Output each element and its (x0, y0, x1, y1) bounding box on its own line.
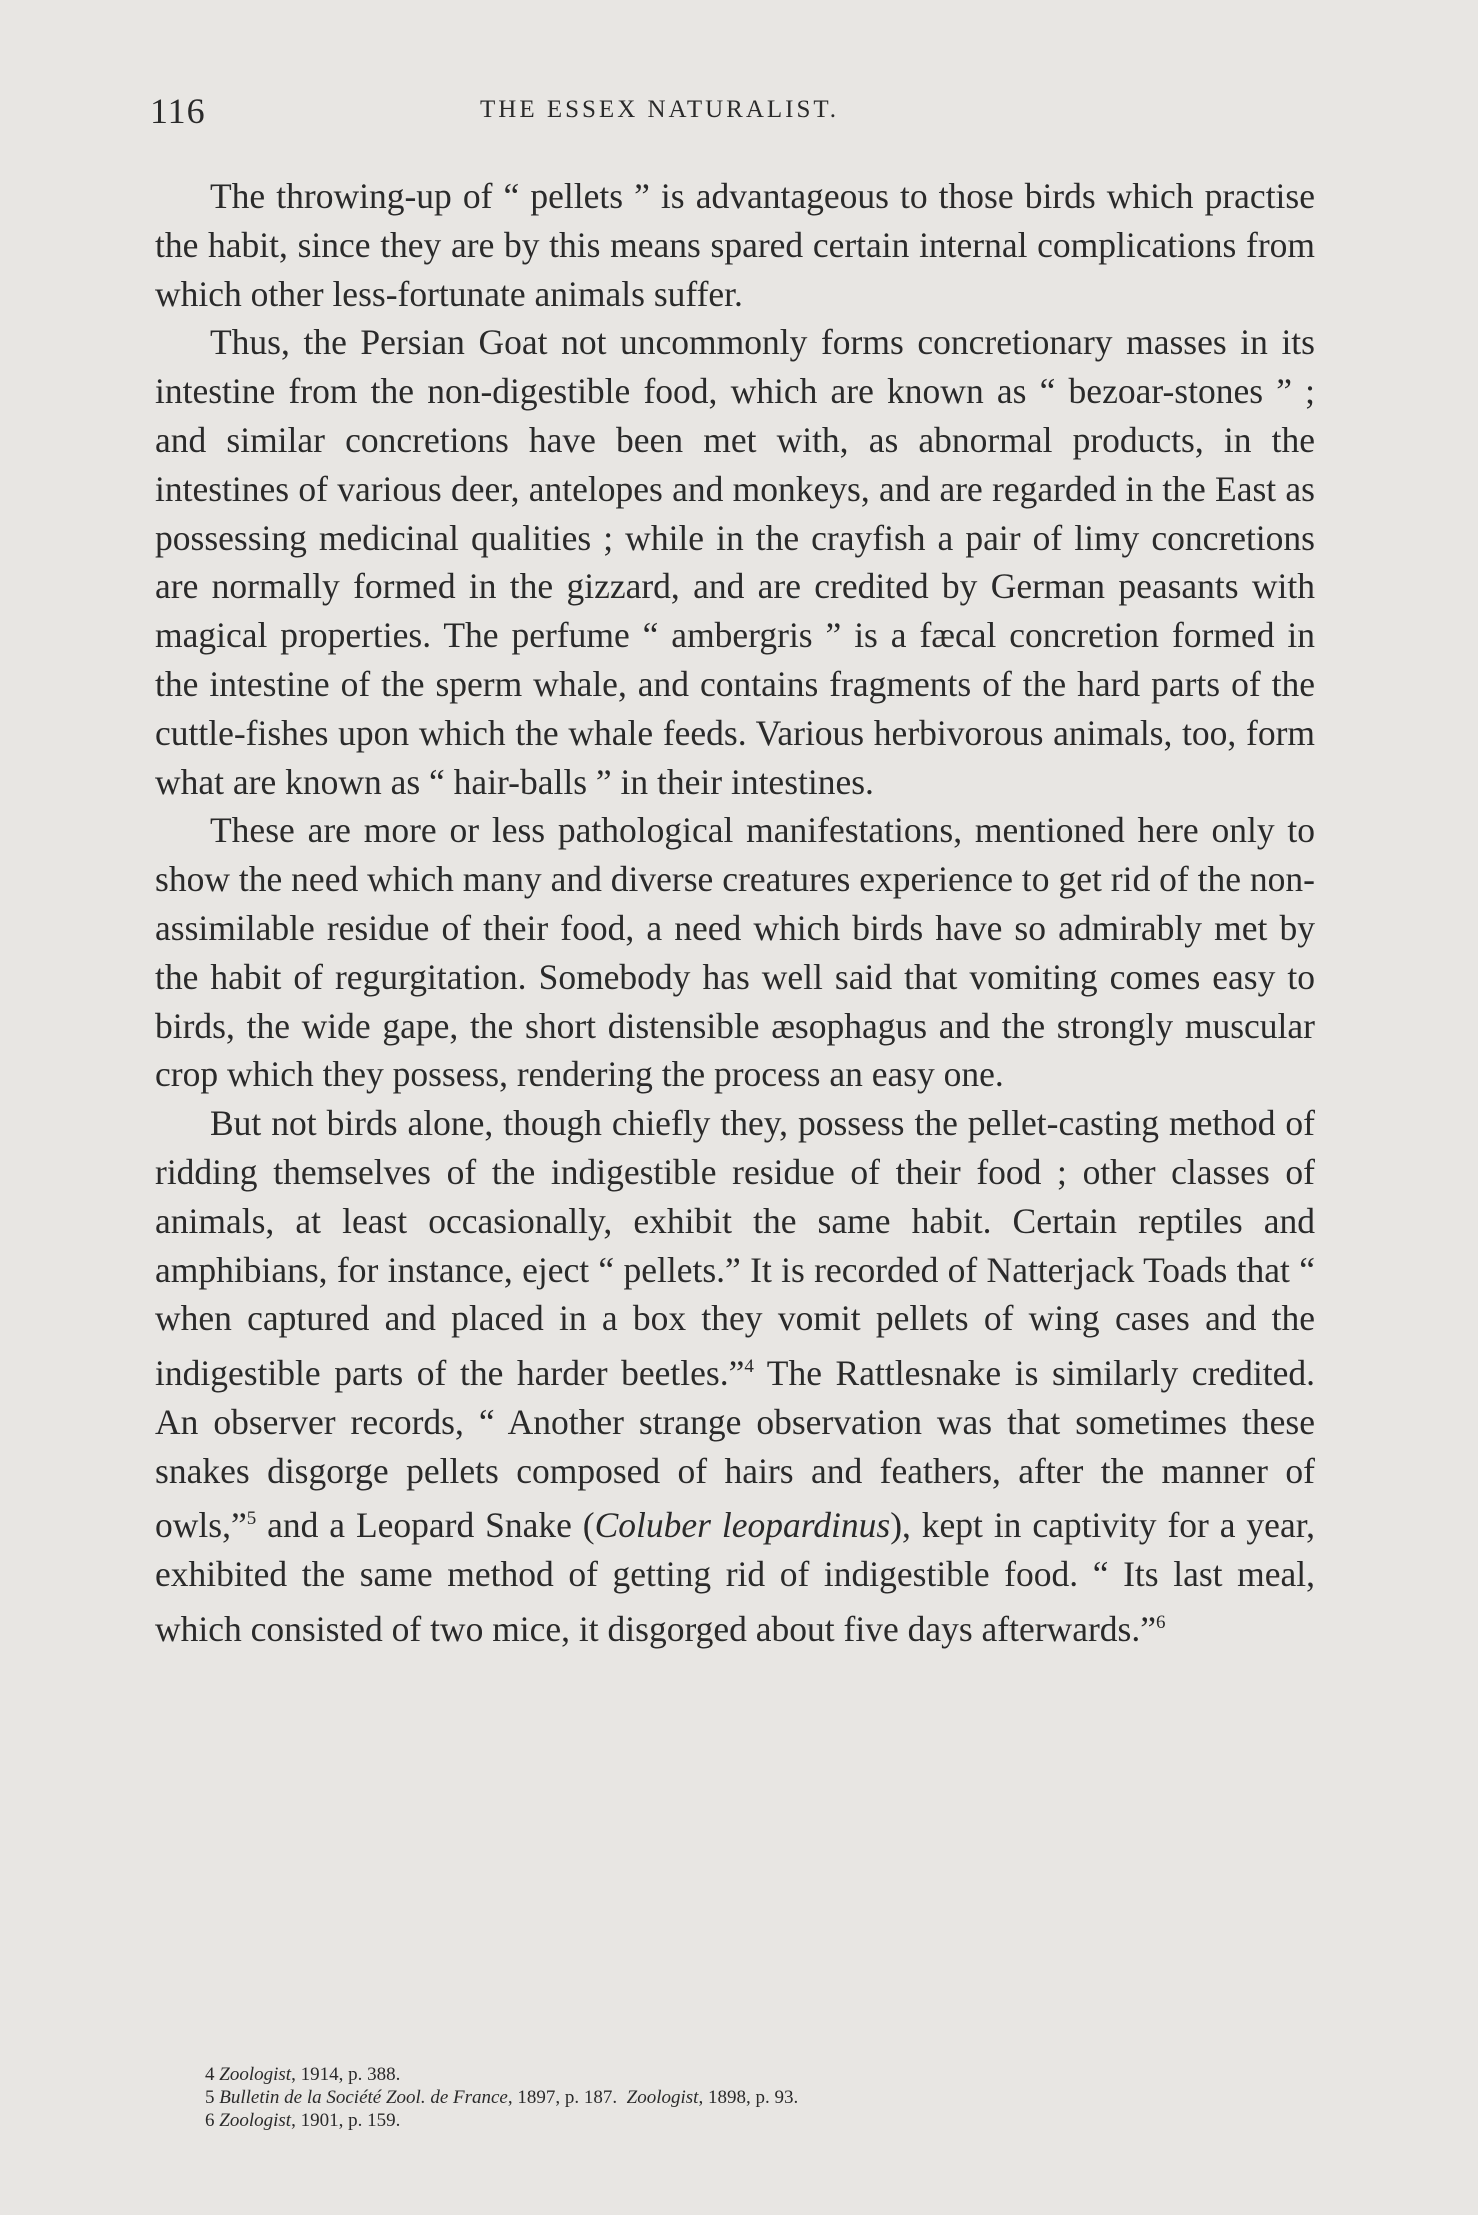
footnote-ref: 6 (1155, 1611, 1166, 1633)
paragraph-text: But not birds alone, though chiefly they, possess the pellet-casting method of ridding themselves of the indigestible residue of their food ; other classes of animals, at least occasionally, exhibit the same habit. Certain reptiles and amphibians, for instance, eject “ pellets.” It is recorded of Natterjack Toads that “ when captured and placed in a box they vomit pellets of wing cases and the indigestible parts of the harder beetles.” (155, 1103, 1315, 1393)
footnote (205, 2063, 1315, 2086)
paragraph-reptiles (155, 1099, 1315, 1653)
paragraph-text: The Rattlesnake is similarly credited. An observer records, “ Another strange observation was that sometimes these snakes disgorge pellets composed of hairs and feathers, after the manner of owls,” (155, 1352, 1315, 1546)
body-text (155, 172, 1315, 1653)
page-header (150, 90, 1330, 130)
footnote-source: Bulletin de la Société Zool. de France (219, 2087, 508, 2108)
footnote-number: 4 (205, 2064, 215, 2085)
footnote (205, 2109, 1315, 2132)
footnote-citation: , 1898, p. 93. (698, 2087, 799, 2108)
paragraph-text: and a Leopard Snake ( (256, 1505, 595, 1546)
footnotes (205, 2063, 1315, 2132)
footnote-citation: , 1897, p. 187. (507, 2087, 618, 2108)
footnote-number: 5 (205, 2087, 215, 2108)
footnote-citation: , 1901, p. 159. (291, 2110, 401, 2131)
page-number: 116 (150, 91, 206, 131)
paragraph-concretions: Thus, the Persian Goat not uncommonly forms concretionary masses in its intestine from the non-digestible food, which are known as “ bezoar-stones ” ; and similar concretions have been met with, as abnormal products, in the intestines of various deer, antelopes and monkeys, and are regarded in the East as possessing medicinal qualities ; while in the crayfish a pair of limy concretions are normally formed in the gizzard, and are credited by German peasants with magical properties. The perfume “ ambergris ” is a fæcal concretion formed in the intestine of the sperm whale, and contains fragments of the hard parts of the cuttle-fishes upon which the whale feeds. Various herbivorous animals, too, form what are known as “ hair-balls ” in their intestines. (155, 322, 1315, 802)
footnote-number: 6 (205, 2110, 215, 2131)
species-name: Coluber leopardinus (594, 1505, 891, 1546)
paragraph-pellets: The throwing-up of “ pellets ” is advantageous to those birds which practise the habit, since they are by this means spared certain internal complications from which other less-fortunate animals suffer. (155, 176, 1315, 314)
footnote (205, 2086, 1315, 2109)
footnote-ref: 4 (744, 1356, 754, 1378)
footnote-source: Zoologist (626, 2087, 699, 2108)
paragraph-pathological: These are more or less pathological manifestations, mentioned here only to show the need which many and diverse creatures experience to get rid of the non-assimilable residue of their food, a need which birds have so admirably met by the habit of regurgitation. Somebody has well said that vomiting comes easy to birds, the wide gape, the short distensible æsophagus and the strongly muscular crop which they possess, rendering the process an easy one. (155, 810, 1315, 1095)
running-head: THE ESSEX NATURALIST. (480, 96, 840, 123)
footnote-ref: 5 (246, 1508, 257, 1530)
paragraph-text: ), kept in captivity for a year, exhibited the same method of getting rid of indigestible food. “ Its last meal, which consisted of two mice, it disgorged about five days afterwards.” (155, 1505, 1315, 1649)
footnote-source: Zoologist (219, 2110, 292, 2131)
footnote-citation: , 1914, p. 388. (291, 2064, 401, 2085)
footnote-source: Zoologist (219, 2064, 292, 2085)
